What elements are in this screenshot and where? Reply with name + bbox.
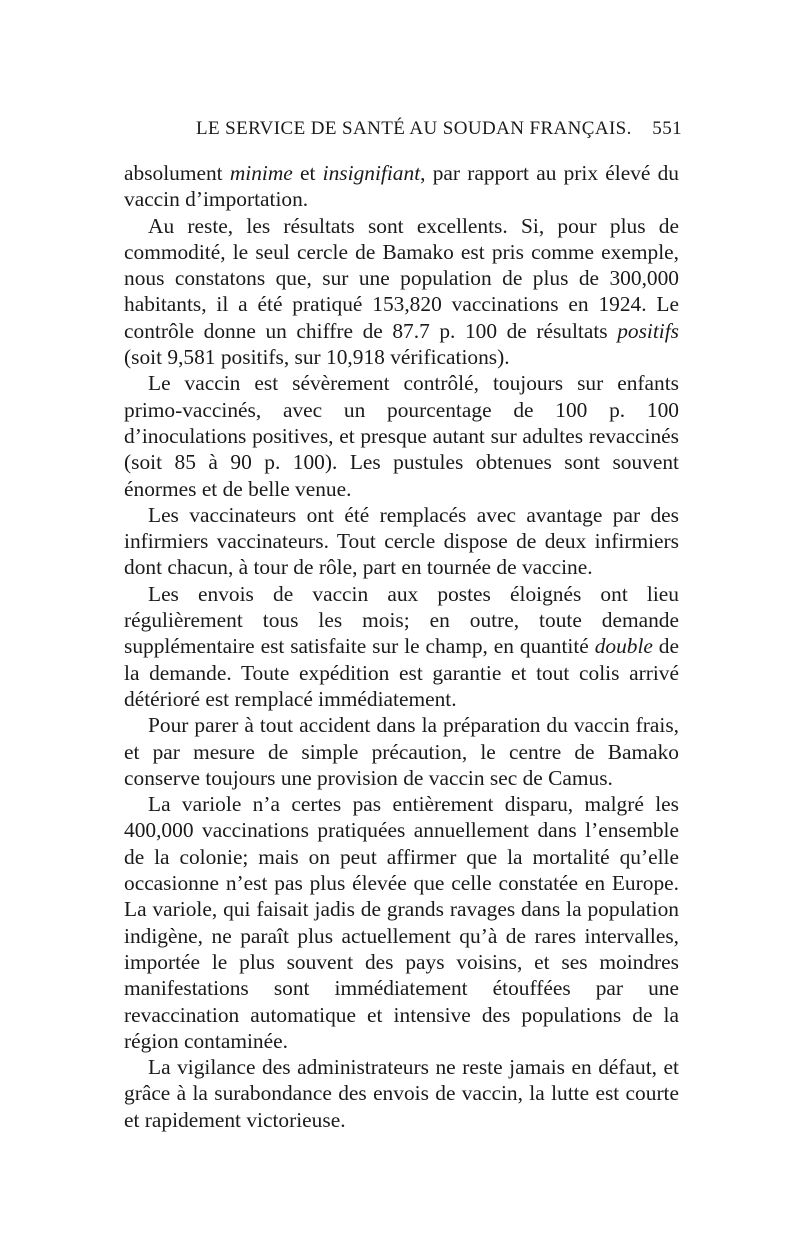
running-title: LE SERVICE DE SANTÉ AU SOUDAN FRANÇAIS.: [196, 118, 632, 139]
paragraph: [124, 581, 679, 712]
paragraph: [124, 213, 679, 371]
italic-emphasis: insignifiant: [322, 161, 421, 185]
page-number: 551: [652, 118, 682, 139]
text-run: La variole n’a certes pas entièrement disparu, malgré les 400,000 vaccinations pratiquées annuellement dans l’ensemble de la colonie; mais on peut affirmer que la mortalité qu’elle occasionne n’est pas plus élevée que celle constatée en Europe. La variole, qui faisait jadis de grands ravages dans la population indigène, ne paraît plus actuellement qu’à de rares intervalles, importée le plus souvent des pays voisins, et ses moindres manifestations sont immédiatement étouffées par une revaccination automatique et intensive des populations de la région contaminée.: [124, 792, 679, 1053]
text-run: La vigilance des administrateurs ne reste jamais en défaut, et grâce à la surabondance des envois de vaccin, la lutte est courte et rapidement victorieuse.: [124, 1055, 679, 1132]
paragraph: [124, 712, 679, 791]
paragraph: [124, 1054, 679, 1133]
text-run: , par rapport au prix élevé du vaccin d’importation.: [124, 161, 679, 212]
paragraph: [124, 502, 679, 581]
paragraph: [124, 160, 679, 213]
text-run: Les envois de vaccin aux postes éloignés ont lieu régulièrement tous les mois; en outre, toute demande supplémentaire est satisfaite sur le champ, en quantité: [124, 581, 679, 659]
text-run: Au reste, les résultats sont excellents. Si, pour plus de commodité, le seul cercle de Bamako est pris comme exemple, nous constatons que, sur une population de plus de 300,000 habitants, il a été pratiqué 153,820 vaccinations en 1924. Le contrôle donne un chiffre de 87.7 p. 100 de résultats: [124, 213, 679, 343]
italic-emphasis: minime: [229, 161, 293, 185]
paragraph: [124, 791, 679, 1054]
italic-emphasis: double: [594, 634, 653, 659]
text-run: (soit 9,581 positifs, sur 10,918 vérifications).: [124, 345, 510, 370]
text-run: de la demande. Toute expédition est garantie et tout colis arrivé détérioré est remplacé immédiatement.: [124, 634, 679, 711]
paragraph: [124, 370, 679, 501]
text-run: Le vaccin est sévèrement contrôlé, toujours sur enfants primo-vaccinés, avec un pourcentage de 100 p. 100 d’inoculations positives, et presque autant sur adultes revaccinés (soit 85 à 90 p. 100). Les pustules obtenues sont souvent énormes et de belle venue.: [124, 371, 679, 501]
italic-emphasis: positifs: [617, 318, 679, 343]
text-run: absolument: [124, 161, 230, 185]
text-run: et: [292, 161, 323, 185]
running-header: [196, 118, 682, 140]
text-run: Les vaccinateurs ont été remplacés avec avantage par des infirmiers vaccinateurs. Tout cercle dispose de deux infirmiers dont chacun, à tour de rôle, part en tournée de vaccine.: [124, 502, 679, 580]
text-run: Pour parer à tout accident dans la préparation du vaccin frais, et par mesure de simple précaution, le centre de Bamako conserve toujours une provision de vaccin sec de Camus.: [124, 713, 679, 790]
body-text: [124, 160, 679, 1133]
